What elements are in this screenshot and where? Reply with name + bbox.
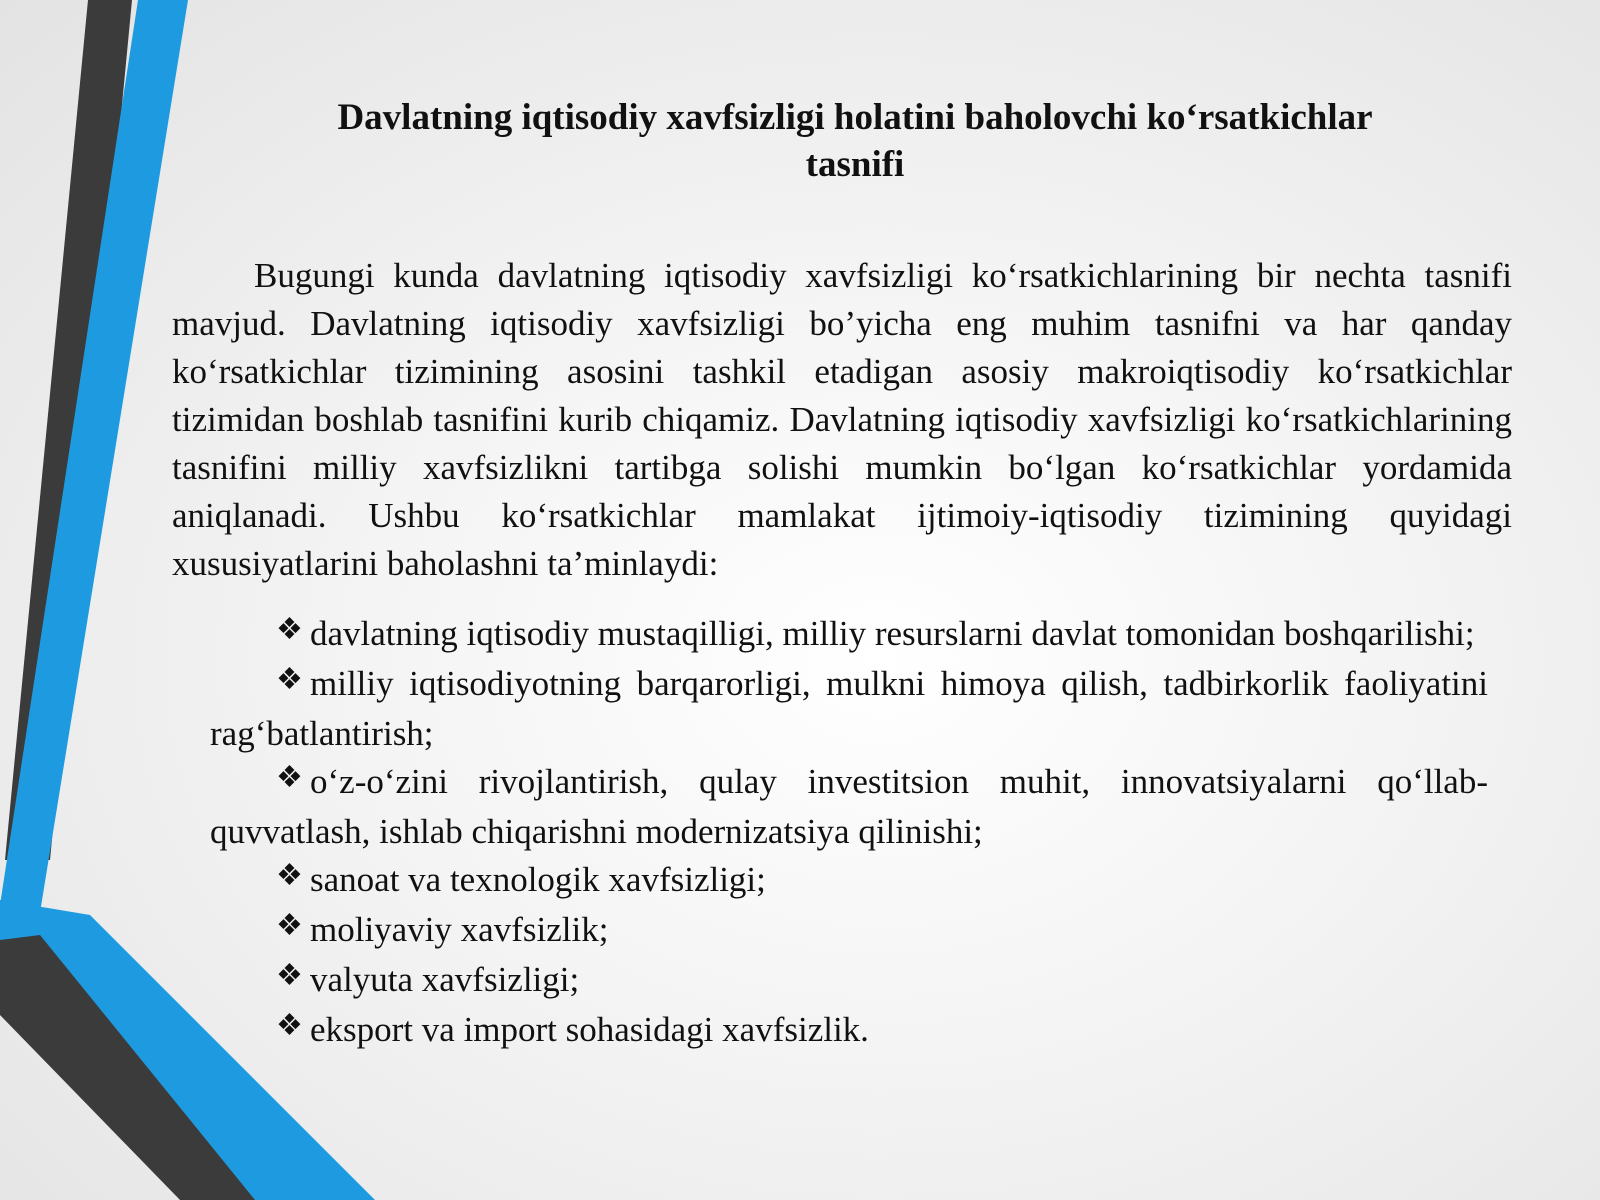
list-item-text: milliy iqtisodiyotning barqarorligi, mulkni himoya qilish, tadbirkorlik faoliyatini rag‘batlantirish;: [210, 664, 1488, 753]
list-item-text: valyuta xavfsizligi;: [310, 960, 580, 999]
four-diamond-bullet-icon: ❖: [276, 859, 303, 892]
bullet-list: [210, 610, 1488, 1056]
list-item: [210, 1006, 1488, 1056]
list-item: [210, 758, 1488, 856]
list-item-text: davlatning iqtisodiy mustaqilligi, milliy resurslarni davlat tomonidan boshqarilishi;: [310, 614, 1475, 653]
list-item: [210, 856, 1488, 906]
list-item: [210, 956, 1488, 1006]
list-item: [210, 906, 1488, 956]
four-diamond-bullet-icon: ❖: [276, 613, 303, 646]
list-item: [210, 610, 1488, 660]
list-item-text: moliyaviy xavfsizlik;: [310, 910, 609, 949]
list-item-text: eksport va import sohasidagi xavfsizlik.: [310, 1010, 869, 1049]
intro-paragraph: Bugungi kunda davlatning iqtisodiy xavfsizligi ko‘rsatkichlarining bir nechta tasnifi mavjud. Davlatning iqtisodiy xavfsizligi bo’yicha eng muhim tasnifni va har qanday ko‘rsatkichlar tizimining asosini tashkil etadigan asosiy makroiqtisodiy ko‘rsatkichlar tizimidan boshlab tasnifini kurib chiqamiz. Davlatning iqtisodiy xavfsizligi ko‘rsatkichlarining tasnifini milliy xavfsizlikni tartibga solishi mumkin bo‘lgan ko‘rsatkichlar yordamida aniqlanadi. Ushbu ko‘rsatkichlar mamlakat ijtimoiy-iqtisodiy tizimining quyidagi xususiyatlarini baholashni ta’minlaydi:: [172, 256, 1512, 583]
list-item-text: sanoat va texnologik xavfsizligi;: [310, 860, 766, 899]
list-item-text: o‘z-o‘zini rivojlantirish, qulay investitsion muhit, innovatsiyalarni qo‘llab-quvvatlash, ishlab chiqarishni modernizatsiya qilinishi;: [210, 762, 1488, 851]
four-diamond-bullet-icon: ❖: [276, 761, 303, 794]
four-diamond-bullet-icon: ❖: [276, 909, 303, 942]
four-diamond-bullet-icon: ❖: [276, 663, 303, 696]
four-diamond-bullet-icon: ❖: [276, 959, 303, 992]
list-item: [210, 660, 1488, 758]
four-diamond-bullet-icon: ❖: [276, 1009, 303, 1042]
slide-title: Davlatning iqtisodiy xavfsizligi holatini baholovchi ko‘rsatkichlar tasnifi: [337, 97, 1373, 185]
